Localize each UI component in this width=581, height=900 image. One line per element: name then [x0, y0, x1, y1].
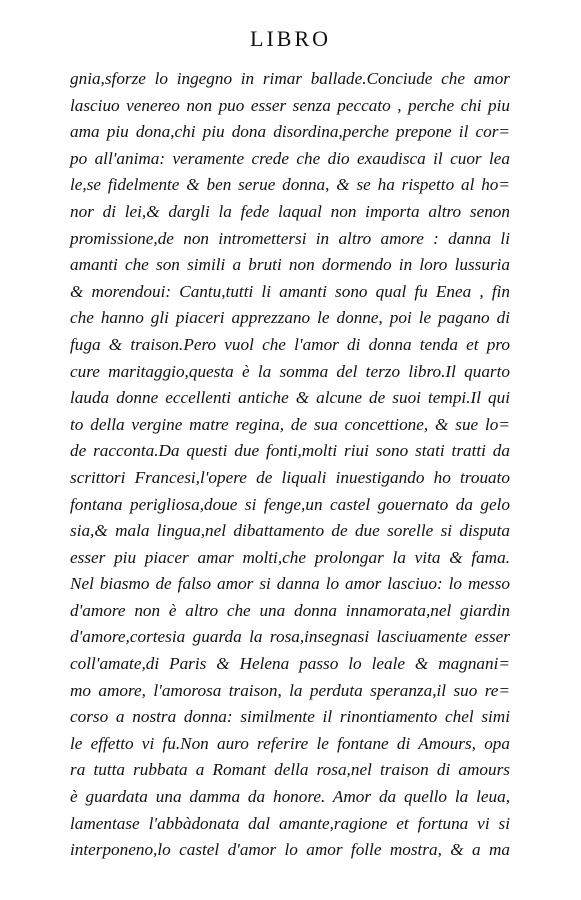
- text-line: lauda donne eccellenti antiche & alcune de suoi tempi.Il qui: [70, 388, 510, 408]
- text-line: nor di lei,& dargli la fede laqual non importa altro senon: [70, 201, 510, 221]
- text-line: promissione,de non intromettersi in altro amore : danna li: [70, 228, 510, 248]
- text-line: ama piu dona,chi piu dona disordina,perche prepone il cor=: [70, 122, 510, 142]
- text-line: scrittori Francesi,l'opere de liquali inuestigando ho trouato: [70, 467, 510, 487]
- text-line: de racconta.Da questi due fonti,molti riui sono stati tratti da: [70, 441, 510, 461]
- running-head: LIBRO: [250, 26, 331, 51]
- text-line: che hanno gli piaceri apprezzano le donne, poi le pagano di: [70, 308, 510, 328]
- text-line: & morendoui: Cantu,tutti li amanti sono qual fu Enea , fin: [70, 281, 510, 301]
- text-line: interponeno,lo castel d'amor lo amor folle mostra, & a ma: [70, 840, 510, 860]
- text-line: lamentase l'abbàdonata dal amante,ragione et fortuna vi si: [70, 813, 510, 833]
- text-line: esser piu piacer amar molti,che prolongar la vita & fama.: [70, 547, 510, 567]
- text-line: d'amore,cortesia guarda la rosa,insegnasi lasciuamente esser: [70, 627, 510, 647]
- text-line: mo amore, l'amorosa traison, la perduta speranza,il suo re=: [70, 680, 510, 700]
- text-line: amanti che son simili a bruti non dormendo in loro lussuria: [70, 255, 510, 275]
- text-line: lasciuo venereo non puo esser senza peccato , perche chi piu: [70, 95, 510, 115]
- text-line: le,se fidelmente & ben serue donna, & se ha rispetto al ho=: [70, 175, 510, 195]
- body-text: [70, 66, 510, 864]
- text-line: coll'amate,di Paris & Helena passo lo leale & magnani=: [70, 654, 510, 674]
- text-line: è guardata una damma da honore. Amor da quello la leua,: [70, 787, 510, 807]
- text-line: to della vergine matre regina, de sua concettione, & sue lo=: [70, 414, 510, 434]
- text-line: d'amore non è altro che una donna innamorata,nel giardin: [70, 600, 510, 620]
- text-line: fontana perigliosa,doue si fenge,un castel gouernato da gelo: [70, 494, 510, 514]
- text-line: sia,& mala lingua,nel dibattamento de due sorelle si disputa: [70, 521, 510, 541]
- text-line: le effetto vi fu.Non auro referire le fontane di Amours, opa: [70, 733, 510, 753]
- text-line: cure maritaggio,questa è la somma del terzo libro.Il quarto: [70, 361, 510, 381]
- text-line: gnia,sforze lo ingegno in rimar ballade.Conciude che amor: [70, 69, 510, 88]
- text-line: ra tutta rubbata a Romant della rosa,nel traison di amours: [70, 760, 510, 780]
- text-line: fuga & traison.Pero vuol che l'amor di donna tenda et pro: [70, 334, 510, 354]
- text-line: corso a nostra donna: similmente il rinontiamento chel simi: [70, 707, 510, 727]
- text-line: po all'anima: veramente crede che dio exaudisca il cuor lea: [70, 148, 510, 168]
- text-line: Nel biasmo de falso amor si danna lo amor lasciuo: lo messo: [70, 574, 510, 594]
